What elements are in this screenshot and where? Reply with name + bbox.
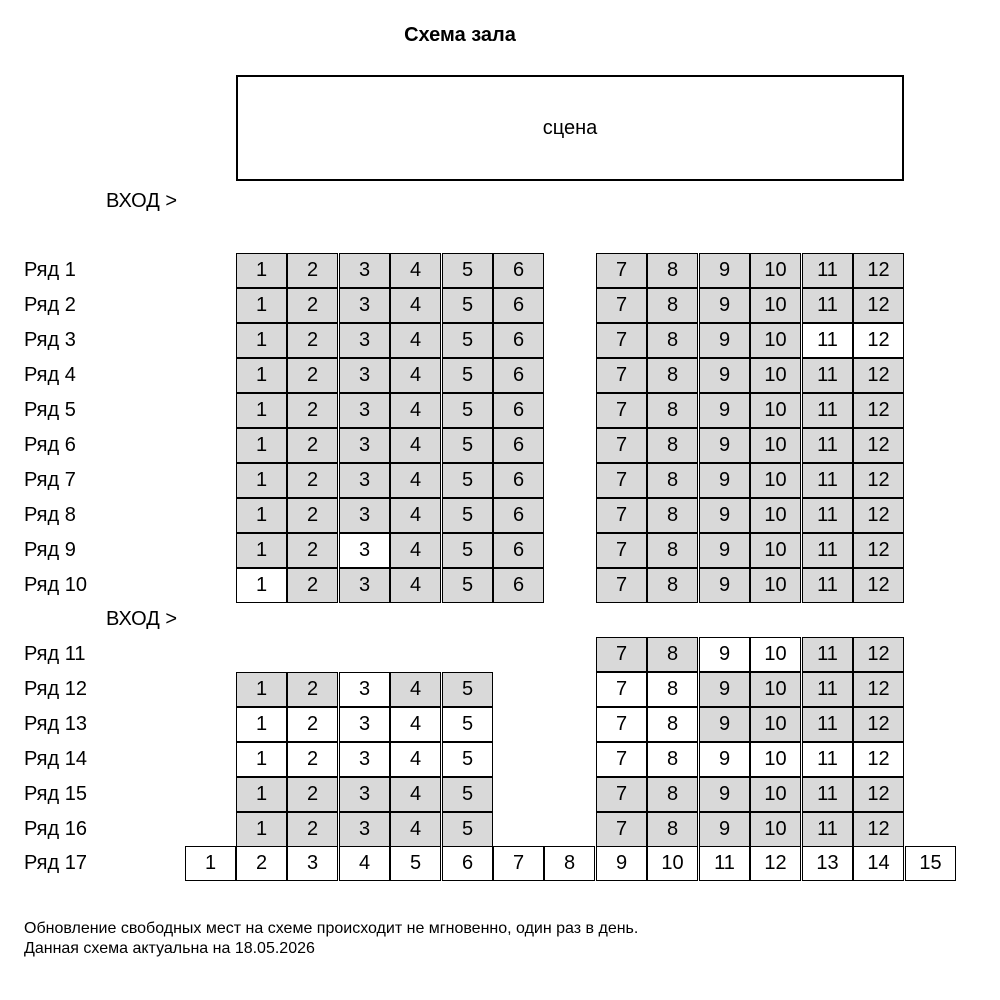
seat-4-7[interactable]: 7 <box>596 358 647 393</box>
seat-14-3[interactable]: 3 <box>339 742 390 777</box>
entrance-label-middle: ВХОД > <box>106 608 178 630</box>
seat-14-4[interactable]: 4 <box>390 742 441 777</box>
seat-12-10[interactable]: 10 <box>750 672 801 707</box>
seat-7-11[interactable]: 11 <box>802 463 853 498</box>
update-note: Обновление свободных мест на схеме происходит не мгновенно, один раз в день. <box>24 920 639 937</box>
seat-8-6[interactable]: 6 <box>493 498 544 533</box>
seat-7-12[interactable]: 12 <box>853 463 904 498</box>
seat-9-6[interactable]: 6 <box>493 533 544 568</box>
seat-10-4[interactable]: 4 <box>390 568 441 603</box>
seat-7-2[interactable]: 2 <box>287 463 338 498</box>
seat-15-4[interactable]: 4 <box>390 777 441 812</box>
seat-7-4[interactable]: 4 <box>390 463 441 498</box>
seat-15-11[interactable]: 11 <box>802 777 853 812</box>
row-label: Ряд 5 <box>24 399 76 421</box>
seat-17-12[interactable]: 12 <box>750 846 801 881</box>
seat-2-1[interactable]: 1 <box>236 288 287 323</box>
seat-1-3[interactable]: 3 <box>339 253 390 288</box>
seat-1-6[interactable]: 6 <box>493 253 544 288</box>
seat-4-10[interactable]: 10 <box>750 358 801 393</box>
stage <box>236 75 904 181</box>
seat-9-12[interactable]: 12 <box>853 533 904 568</box>
hall-title: Схема зала <box>404 24 516 46</box>
seat-17-3[interactable]: 3 <box>287 846 338 881</box>
seat-7-10[interactable]: 10 <box>750 463 801 498</box>
row-label: Ряд 10 <box>24 574 87 596</box>
row-label: Ряд 12 <box>24 678 87 700</box>
seat-7-8[interactable]: 8 <box>647 463 698 498</box>
seat-4-1[interactable]: 1 <box>236 358 287 393</box>
seat-16-1[interactable]: 1 <box>236 812 287 847</box>
seat-4-2[interactable]: 2 <box>287 358 338 393</box>
row-label: Ряд 8 <box>24 504 76 526</box>
row-label: Ряд 3 <box>24 329 76 351</box>
seat-14-7[interactable]: 7 <box>596 742 647 777</box>
seat-4-6[interactable]: 6 <box>493 358 544 393</box>
seat-15-7[interactable]: 7 <box>596 777 647 812</box>
seat-14-9[interactable]: 9 <box>699 742 750 777</box>
seat-16-10[interactable]: 10 <box>750 812 801 847</box>
seat-1-9[interactable]: 9 <box>699 253 750 288</box>
row-label: Ряд 15 <box>24 783 87 805</box>
seat-6-11[interactable]: 11 <box>802 428 853 463</box>
seat-5-10[interactable]: 10 <box>750 393 801 428</box>
seat-16-4[interactable]: 4 <box>390 812 441 847</box>
seat-5-11[interactable]: 11 <box>802 393 853 428</box>
stage-label: сцена <box>542 116 598 139</box>
seat-17-9[interactable]: 9 <box>596 846 647 881</box>
seat-6-10[interactable]: 10 <box>750 428 801 463</box>
seat-3-6[interactable]: 6 <box>493 323 544 358</box>
seat-15-8[interactable]: 8 <box>647 777 698 812</box>
seat-14-8[interactable]: 8 <box>647 742 698 777</box>
seat-6-2[interactable]: 2 <box>287 428 338 463</box>
seat-17-6[interactable]: 6 <box>442 846 493 881</box>
seat-4-3[interactable]: 3 <box>339 358 390 393</box>
seat-7-1[interactable]: 1 <box>236 463 287 498</box>
seat-14-12[interactable]: 12 <box>853 742 904 777</box>
seat-5-3[interactable]: 3 <box>339 393 390 428</box>
seat-9-3[interactable]: 3 <box>339 533 390 568</box>
seat-12-1[interactable]: 1 <box>236 672 287 707</box>
seat-5-9[interactable]: 9 <box>699 393 750 428</box>
seat-16-8[interactable]: 8 <box>647 812 698 847</box>
seat-8-10[interactable]: 10 <box>750 498 801 533</box>
seat-15-2[interactable]: 2 <box>287 777 338 812</box>
seat-2-5[interactable]: 5 <box>442 288 493 323</box>
row-label: Ряд 6 <box>24 434 76 456</box>
seat-8-4[interactable]: 4 <box>390 498 441 533</box>
seat-4-12[interactable]: 12 <box>853 358 904 393</box>
seat-9-9[interactable]: 9 <box>699 533 750 568</box>
seat-8-7[interactable]: 7 <box>596 498 647 533</box>
seat-15-12[interactable]: 12 <box>853 777 904 812</box>
seat-9-10[interactable]: 10 <box>750 533 801 568</box>
seat-9-11[interactable]: 11 <box>802 533 853 568</box>
seat-8-9[interactable]: 9 <box>699 498 750 533</box>
seat-6-3[interactable]: 3 <box>339 428 390 463</box>
seat-6-5[interactable]: 5 <box>442 428 493 463</box>
seat-13-7[interactable]: 7 <box>596 707 647 742</box>
seat-8-3[interactable]: 3 <box>339 498 390 533</box>
seat-1-8[interactable]: 8 <box>647 253 698 288</box>
seat-2-7[interactable]: 7 <box>596 288 647 323</box>
seat-5-2[interactable]: 2 <box>287 393 338 428</box>
seat-3-2[interactable]: 2 <box>287 323 338 358</box>
seat-16-2[interactable]: 2 <box>287 812 338 847</box>
seat-8-11[interactable]: 11 <box>802 498 853 533</box>
seat-2-2[interactable]: 2 <box>287 288 338 323</box>
seat-2-9[interactable]: 9 <box>699 288 750 323</box>
seat-4-9[interactable]: 9 <box>699 358 750 393</box>
seat-10-7[interactable]: 7 <box>596 568 647 603</box>
seat-2-4[interactable]: 4 <box>390 288 441 323</box>
seat-3-3[interactable]: 3 <box>339 323 390 358</box>
seat-17-2[interactable]: 2 <box>236 846 287 881</box>
seat-1-7[interactable]: 7 <box>596 253 647 288</box>
seat-10-8[interactable]: 8 <box>647 568 698 603</box>
seat-11-11[interactable]: 11 <box>802 637 853 672</box>
seat-8-5[interactable]: 5 <box>442 498 493 533</box>
seat-3-8[interactable]: 8 <box>647 323 698 358</box>
row-label: Ряд 7 <box>24 469 76 491</box>
seat-10-2[interactable]: 2 <box>287 568 338 603</box>
seat-5-1[interactable]: 1 <box>236 393 287 428</box>
seat-1-4[interactable]: 4 <box>390 253 441 288</box>
seat-9-5[interactable]: 5 <box>442 533 493 568</box>
seat-5-5[interactable]: 5 <box>442 393 493 428</box>
seat-3-5[interactable]: 5 <box>442 323 493 358</box>
seat-7-5[interactable]: 5 <box>442 463 493 498</box>
seat-3-4[interactable]: 4 <box>390 323 441 358</box>
seat-10-1[interactable]: 1 <box>236 568 287 603</box>
seat-6-9[interactable]: 9 <box>699 428 750 463</box>
seat-7-6[interactable]: 6 <box>493 463 544 498</box>
seat-16-7[interactable]: 7 <box>596 812 647 847</box>
row-label: Ряд 14 <box>24 748 87 770</box>
seat-3-11[interactable]: 11 <box>802 323 853 358</box>
entrance-label-top: ВХОД > <box>106 190 178 212</box>
seat-13-8[interactable]: 8 <box>647 707 698 742</box>
seat-15-9[interactable]: 9 <box>699 777 750 812</box>
seat-12-5[interactable]: 5 <box>442 672 493 707</box>
row-label: Ряд 17 <box>24 852 87 874</box>
seat-12-11[interactable]: 11 <box>802 672 853 707</box>
row-label: Ряд 11 <box>24 643 86 665</box>
seat-5-8[interactable]: 8 <box>647 393 698 428</box>
seat-2-12[interactable]: 12 <box>853 288 904 323</box>
seat-10-6[interactable]: 6 <box>493 568 544 603</box>
seat-12-4[interactable]: 4 <box>390 672 441 707</box>
seat-17-13[interactable]: 13 <box>802 846 853 881</box>
seat-11-8[interactable]: 8 <box>647 637 698 672</box>
seat-7-7[interactable]: 7 <box>596 463 647 498</box>
seat-9-8[interactable]: 8 <box>647 533 698 568</box>
seat-6-7[interactable]: 7 <box>596 428 647 463</box>
seat-16-5[interactable]: 5 <box>442 812 493 847</box>
seat-5-12[interactable]: 12 <box>853 393 904 428</box>
seat-10-3[interactable]: 3 <box>339 568 390 603</box>
seat-13-12[interactable]: 12 <box>853 707 904 742</box>
seat-6-1[interactable]: 1 <box>236 428 287 463</box>
seat-12-2[interactable]: 2 <box>287 672 338 707</box>
seat-13-9[interactable]: 9 <box>699 707 750 742</box>
seat-8-2[interactable]: 2 <box>287 498 338 533</box>
seat-8-8[interactable]: 8 <box>647 498 698 533</box>
seat-14-11[interactable]: 11 <box>802 742 853 777</box>
seat-9-7[interactable]: 7 <box>596 533 647 568</box>
seat-10-9[interactable]: 9 <box>699 568 750 603</box>
seat-4-11[interactable]: 11 <box>802 358 853 393</box>
seat-15-1[interactable]: 1 <box>236 777 287 812</box>
seat-6-8[interactable]: 8 <box>647 428 698 463</box>
seat-17-5[interactable]: 5 <box>390 846 441 881</box>
seat-17-15[interactable]: 15 <box>905 846 956 881</box>
seat-11-12[interactable]: 12 <box>853 637 904 672</box>
seat-17-14[interactable]: 14 <box>853 846 904 881</box>
seat-13-2[interactable]: 2 <box>287 707 338 742</box>
seat-9-4[interactable]: 4 <box>390 533 441 568</box>
seat-1-5[interactable]: 5 <box>442 253 493 288</box>
seat-14-1[interactable]: 1 <box>236 742 287 777</box>
seat-4-5[interactable]: 5 <box>442 358 493 393</box>
seat-10-5[interactable]: 5 <box>442 568 493 603</box>
row-label: Ряд 1 <box>24 259 76 281</box>
seat-15-5[interactable]: 5 <box>442 777 493 812</box>
seat-12-3[interactable]: 3 <box>339 672 390 707</box>
row-label: Ряд 9 <box>24 539 76 561</box>
seat-16-9[interactable]: 9 <box>699 812 750 847</box>
seat-17-7[interactable]: 7 <box>493 846 544 881</box>
seat-1-2[interactable]: 2 <box>287 253 338 288</box>
seat-14-5[interactable]: 5 <box>442 742 493 777</box>
seat-2-8[interactable]: 8 <box>647 288 698 323</box>
seat-15-10[interactable]: 10 <box>750 777 801 812</box>
seat-11-9[interactable]: 9 <box>699 637 750 672</box>
seat-13-1[interactable]: 1 <box>236 707 287 742</box>
seat-10-10[interactable]: 10 <box>750 568 801 603</box>
seat-5-4[interactable]: 4 <box>390 393 441 428</box>
seat-11-7[interactable]: 7 <box>596 637 647 672</box>
seat-6-4[interactable]: 4 <box>390 428 441 463</box>
seat-13-5[interactable]: 5 <box>442 707 493 742</box>
seat-2-10[interactable]: 10 <box>750 288 801 323</box>
seat-12-12[interactable]: 12 <box>853 672 904 707</box>
seat-16-12[interactable]: 12 <box>853 812 904 847</box>
seat-10-12[interactable]: 12 <box>853 568 904 603</box>
seat-1-10[interactable]: 10 <box>750 253 801 288</box>
seat-14-2[interactable]: 2 <box>287 742 338 777</box>
seat-4-4[interactable]: 4 <box>390 358 441 393</box>
seat-2-11[interactable]: 11 <box>802 288 853 323</box>
seat-6-6[interactable]: 6 <box>493 428 544 463</box>
seat-1-1[interactable]: 1 <box>236 253 287 288</box>
seat-11-10[interactable]: 10 <box>750 637 801 672</box>
seat-5-6[interactable]: 6 <box>493 393 544 428</box>
seat-13-4[interactable]: 4 <box>390 707 441 742</box>
seat-17-10[interactable]: 10 <box>647 846 698 881</box>
seat-9-2[interactable]: 2 <box>287 533 338 568</box>
row-label: Ряд 2 <box>24 294 76 316</box>
seat-13-10[interactable]: 10 <box>750 707 801 742</box>
seat-3-10[interactable]: 10 <box>750 323 801 358</box>
seat-4-8[interactable]: 8 <box>647 358 698 393</box>
seat-7-9[interactable]: 9 <box>699 463 750 498</box>
seat-7-3[interactable]: 3 <box>339 463 390 498</box>
seat-14-10[interactable]: 10 <box>750 742 801 777</box>
seat-9-1[interactable]: 1 <box>236 533 287 568</box>
seat-17-8[interactable]: 8 <box>544 846 595 881</box>
seat-13-3[interactable]: 3 <box>339 707 390 742</box>
seat-8-12[interactable]: 12 <box>853 498 904 533</box>
seat-3-1[interactable]: 1 <box>236 323 287 358</box>
seat-15-3[interactable]: 3 <box>339 777 390 812</box>
seat-16-11[interactable]: 11 <box>802 812 853 847</box>
seat-3-7[interactable]: 7 <box>596 323 647 358</box>
row-label: Ряд 4 <box>24 364 76 386</box>
seat-17-11[interactable]: 11 <box>699 846 750 881</box>
seat-13-11[interactable]: 11 <box>802 707 853 742</box>
seat-8-1[interactable]: 1 <box>236 498 287 533</box>
seat-1-12[interactable]: 12 <box>853 253 904 288</box>
seat-12-9[interactable]: 9 <box>699 672 750 707</box>
seat-10-11[interactable]: 11 <box>802 568 853 603</box>
seat-17-1[interactable]: 1 <box>185 846 236 881</box>
row-label: Ряд 13 <box>24 713 87 735</box>
seat-16-3[interactable]: 3 <box>339 812 390 847</box>
seat-3-12[interactable]: 12 <box>853 323 904 358</box>
seat-2-3[interactable]: 3 <box>339 288 390 323</box>
seat-12-7[interactable]: 7 <box>596 672 647 707</box>
seat-2-6[interactable]: 6 <box>493 288 544 323</box>
date-note: Данная схема актуальна на 18.05.2026 <box>24 940 315 957</box>
seat-5-7[interactable]: 7 <box>596 393 647 428</box>
seat-1-11[interactable]: 11 <box>802 253 853 288</box>
seat-12-8[interactable]: 8 <box>647 672 698 707</box>
seat-3-9[interactable]: 9 <box>699 323 750 358</box>
seat-17-4[interactable]: 4 <box>339 846 390 881</box>
row-label: Ряд 16 <box>24 818 87 840</box>
seat-6-12[interactable]: 12 <box>853 428 904 463</box>
